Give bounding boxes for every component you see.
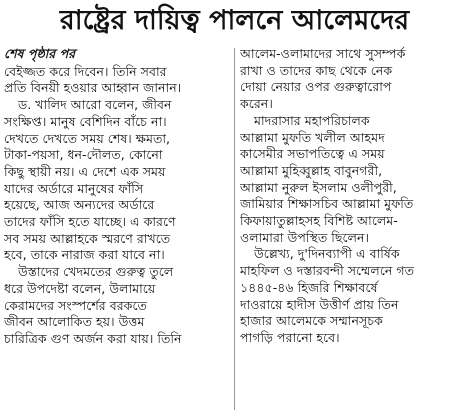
paragraph-line: আলেম-ওলামাদের সাথে সুসম্পর্ক <box>240 46 406 61</box>
paragraph-line: কাসেমীর সভাপতিত্বে এ সময় <box>240 146 385 162</box>
paragraph-line: কিছু স্থায়ী নয়। এ দেশে এক সময় <box>4 163 166 179</box>
paragraph-line: করেন। <box>240 96 273 112</box>
paragraph-line: প্রতি বিনয়ী হওয়ার আহ্বান জানান। <box>4 80 182 96</box>
paragraph-line: সংক্ষিপ্ত। মানুষ বেশিদিন বাঁচে না। <box>4 113 167 129</box>
paragraph-line: মাদরাসার মহাপরিচালক <box>254 112 370 128</box>
paragraph-line: সব সময় আল্লাহকে স্মরণে রাখতে <box>4 230 171 246</box>
continued-from-label: শেষ পৃষ্ঠার পর <box>4 46 76 61</box>
paragraph-line: জামিয়ার শিক্ষাসচিব আল্লামা মুফতি <box>240 196 414 212</box>
paragraph-line: উল্লেখ্য, দু'দিনব্যাপী এ বার্ষিক <box>254 246 400 262</box>
paragraph-line: যাদের অর্ডারে মানুষের ফাঁসি <box>4 180 144 196</box>
paragraph-line: তাদের ফাঁসি হতে যাচ্ছে। এ কারণে <box>4 214 176 230</box>
paragraph-line: ধরে উপদেষ্টা বলেন, উলামায়ে <box>4 280 156 296</box>
paragraph-line: কেরামদের সংস্পর্শের বরকতে <box>4 297 147 313</box>
left-column-body <box>4 64 230 348</box>
paragraph-line: কিফায়াতুল্লাহসহ বিশিষ্ট আলেম- <box>240 213 398 229</box>
paragraph-line: বেইজ্জত করে দিবেন। তিনি সবার <box>4 63 167 79</box>
paragraph-line: হয়েছে, আজ অন্যদের অর্ডারে <box>4 197 155 213</box>
paragraph-line: আল্লামা মুফতি খলীল আহমদ <box>240 129 385 145</box>
paragraph-line: আল্লামা মুহিব্বুল্লাহ বাবুনগরী, <box>240 162 383 178</box>
paragraph-line: ওলামারা উপস্থিত ছিলেন। <box>240 229 369 245</box>
column-divider <box>234 48 235 410</box>
paragraph-line: মাহফিল ও দস্তারবন্দী সম্মেলনে গত <box>240 263 415 279</box>
paragraph-line: হাজার আলেমকে সম্মানসূচক <box>240 313 383 329</box>
paragraph-line: টাকা-পয়সা, ধন-দৌলত, কোনো <box>4 147 163 163</box>
paragraph-line: দেখতে দেখতে সময় শেষ। ক্ষমতা, <box>4 130 171 146</box>
paragraph-line: হবে, তাকে নারাজ করা যাবে না। <box>4 247 165 263</box>
article-column-right <box>240 46 464 347</box>
article-column-left <box>4 46 230 348</box>
paragraph-line: উস্তাদের খেদমতের গুরুত্ব তুলে <box>18 264 174 280</box>
paragraph-line: পাগড়ি পরানো হবে। <box>240 329 340 345</box>
paragraph-line: আল্লামা নুরুল ইসলাম ওলীপুরী, <box>240 179 397 195</box>
paragraph-line: রাখা ও তাদের কাছ থেকে নেক <box>240 62 393 78</box>
paragraph-line: দোয়া নেয়ার ওপর গুরুত্বারোপ <box>240 79 392 95</box>
paragraph-line: ১৪৪৫-৪৬ হিজরি শিক্ষাবর্ষে <box>240 279 378 295</box>
paragraph-line: চারিত্রিক গুণ অর্জন করা যায়। তিনি <box>4 330 182 346</box>
paragraph-line: জীবন আলোকিত হয়। উত্তম <box>4 314 145 330</box>
headline: রাষ্ট্রের দায়িত্ব পালনে আলেমদের <box>59 5 410 36</box>
right-column-body <box>240 46 464 347</box>
paragraph-line: দাওরায়ে হাদীস উত্তীর্ণ প্রায় তিন <box>240 296 399 312</box>
paragraph-line: ড. খালিদ আরো বলেন, জীবন <box>18 97 172 113</box>
